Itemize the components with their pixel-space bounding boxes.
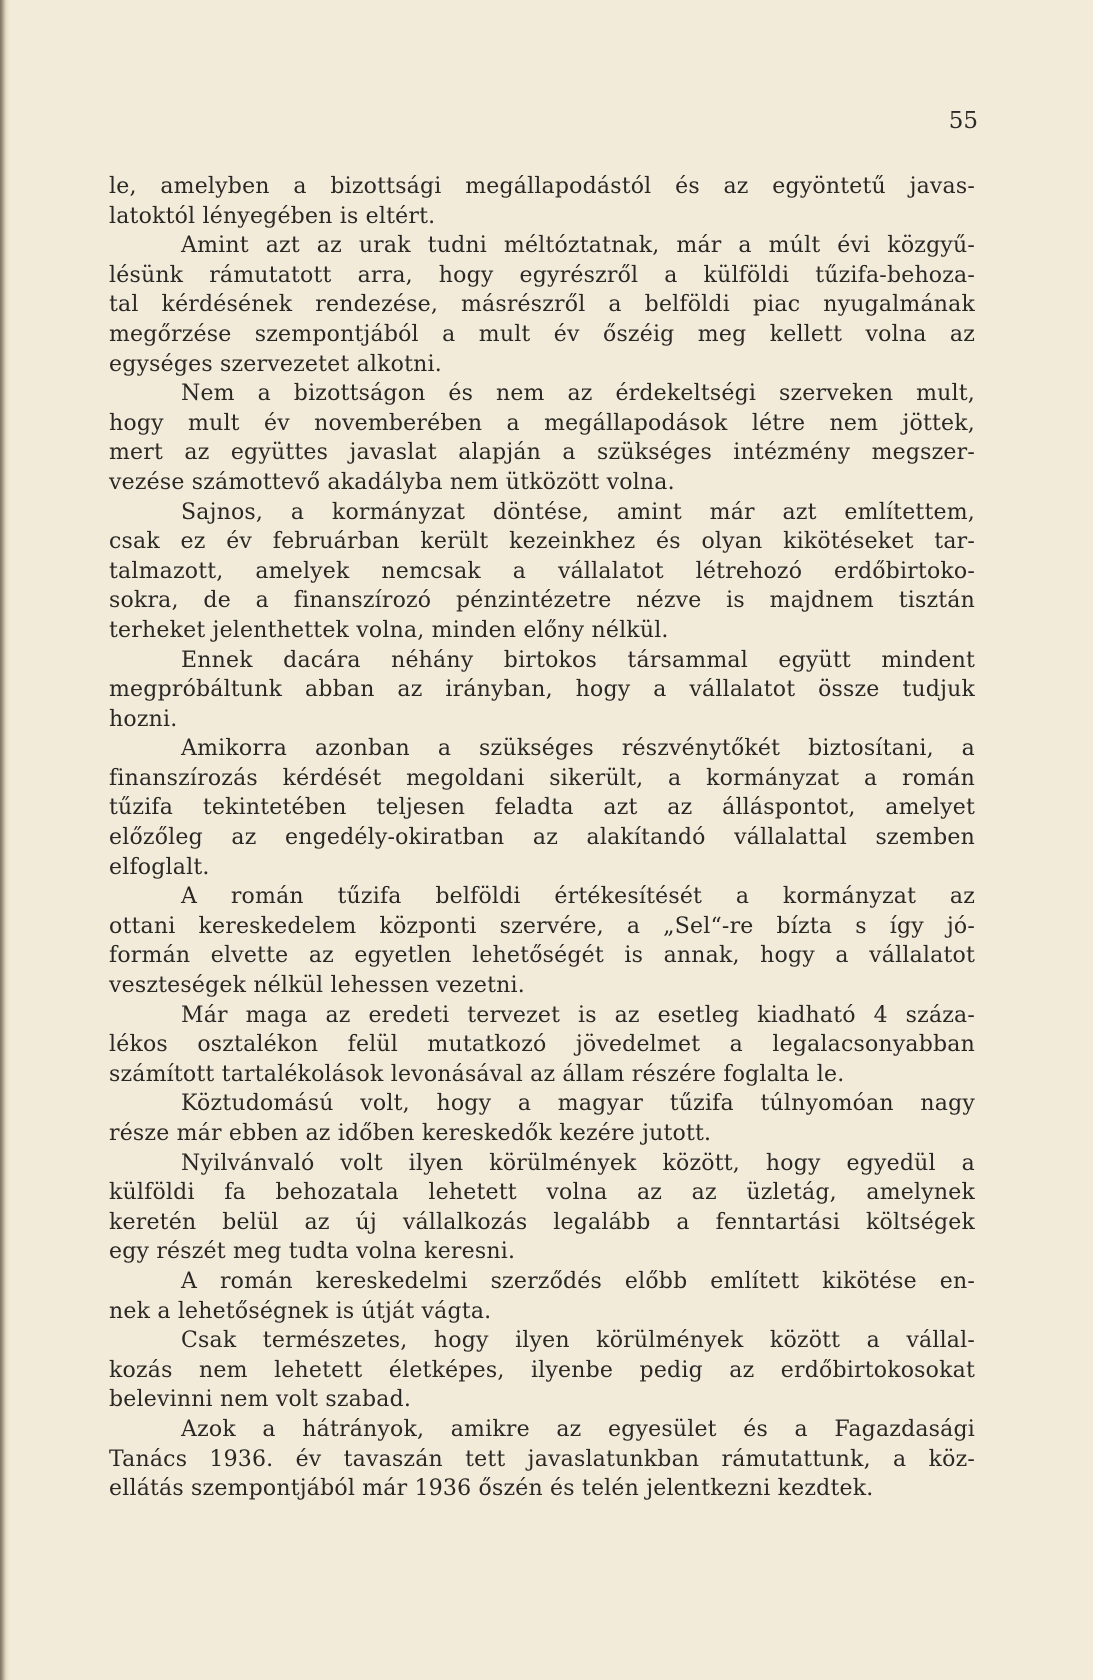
text-line: ottani kereskedelem központi szervére, a „Sel“-re bízta s így jó-: [109, 913, 975, 939]
text-line: csak ez év februárban került kezeinkhez és olyan kikötéseket tar-: [109, 529, 975, 555]
text-line: Nyilvánvaló volt ilyen körülmények között, hogy egyedül a: [181, 1150, 975, 1176]
text-line: elfoglalt.: [109, 854, 210, 880]
text-line: finanszírozás kérdését megoldani sikerült, a kormányzat a román: [109, 765, 975, 791]
text-line: Amint azt az urak tudni méltóztatnak, már a múlt évi közgyű-: [181, 233, 975, 259]
text-line: Sajnos, a kormányzat döntése, amint már azt említettem,: [181, 499, 975, 525]
text-line: keretén belül az új vállalkozás legalább a fenntartási költségek: [109, 1209, 975, 1235]
text-line: ellátás szempontjából már 1936 őszén és telén jelentkezni kezdtek.: [109, 1476, 874, 1502]
text-line: Azok a hátrányok, amikre az egyesület és a Fagazdasági: [181, 1416, 975, 1442]
text-line: belevinni nem volt szabad.: [109, 1387, 412, 1413]
text-line: megőrzése szempontjából a mult év őszéig meg kellett volna az: [109, 321, 975, 347]
text-line: Amikorra azonban a szükséges részvénytőkét biztosítani, a: [181, 736, 975, 762]
text-line: formán elvette az egyetlen lehetőségét is annak, hogy a vállalatot: [109, 943, 975, 969]
text-line: tal kérdésének rendezése, másrészről a belföldi piac nyugalmának: [109, 292, 975, 318]
text-line: kozás nem lehetett életképes, ilyenbe pedig az erdőbirtokosokat: [109, 1357, 975, 1383]
text-line: Köztudomású volt, hogy a magyar tűzifa túlnyomóan nagy: [181, 1091, 975, 1117]
body-text: [109, 172, 975, 1504]
text-line: egységes szervezetet alkotni.: [109, 351, 442, 377]
page-number: 55: [948, 108, 978, 134]
text-line: A román tűzifa belföldi értékesítését a kormányzat az: [181, 884, 975, 910]
text-line: mert az együttes javaslat alapján a szükséges intézmény megszer-: [109, 440, 975, 466]
text-line: le, amelyben a bizottsági megállapodástól és az egyöntetű javas-: [109, 174, 975, 199]
text-line: Tanács 1936. év tavaszán tett javaslatunkban rámutattunk, a köz-: [109, 1446, 975, 1472]
text-line: veszteségek nélkül lehessen vezetni.: [109, 973, 525, 999]
text-line: hogy mult év novemberében a megállapodások létre nem jöttek,: [109, 410, 975, 436]
text-line: megpróbáltunk abban az irányban, hogy a vállalatot össze tudjuk: [109, 677, 975, 703]
text-line: A román kereskedelmi szerződés előbb említett kikötése en-: [181, 1268, 975, 1294]
text-line: Csak természetes, hogy ilyen körülmények között a vállal-: [181, 1328, 975, 1354]
text-line: lésünk rámutatott arra, hogy egyrészről a külföldi tűzifa-behoza-: [109, 262, 975, 288]
text-line: latoktól lényegében is eltért.: [109, 203, 436, 229]
text-line: Már maga az eredeti tervezet is az esetleg kiadható 4 száza-: [181, 1002, 975, 1028]
text-line: Ennek dacára néhány birtokos társammal együtt mindent: [181, 647, 975, 673]
text-line: sokra, de a finanszírozó pénzintézetre nézve is majdnem tisztán: [109, 588, 975, 614]
text-line: lékos osztalékon felül mutatkozó jövedelmet a legalacsonyabban: [109, 1032, 975, 1058]
text-line: terheket jelenthettek volna, minden előny nélkül.: [109, 617, 669, 643]
text-line: vezése számottevő akadályba nem ütközött volna.: [109, 469, 675, 495]
text-line: külföldi fa behozatala lehetett volna az az üzletág, amelynek: [109, 1180, 975, 1206]
text-line: egy részét meg tudta volna keresni.: [109, 1239, 516, 1265]
text-line: hozni.: [109, 706, 178, 732]
text-line: nek a lehetőségnek is útját vágta.: [109, 1298, 492, 1324]
text-line: előzőleg az engedély-okiratban az alakítandó vállalattal szemben: [109, 825, 975, 851]
text-line: tűzifa tekintetében teljesen feladta azt az álláspontot, amelyet: [109, 795, 975, 821]
page-binding-edge: [0, 0, 10, 1680]
text-line: Nem a bizottságon és nem az érdekeltségi szerveken mult,: [181, 381, 975, 407]
text-line: számított tartalékolások levonásával az állam részére foglalta le.: [109, 1061, 845, 1087]
text-line: része már ebben az időben kereskedők kezére jutott.: [109, 1121, 712, 1146]
text-line: talmazott, amelyek nemcsak a vállalatot létrehozó erdőbirtoko-: [109, 558, 975, 584]
